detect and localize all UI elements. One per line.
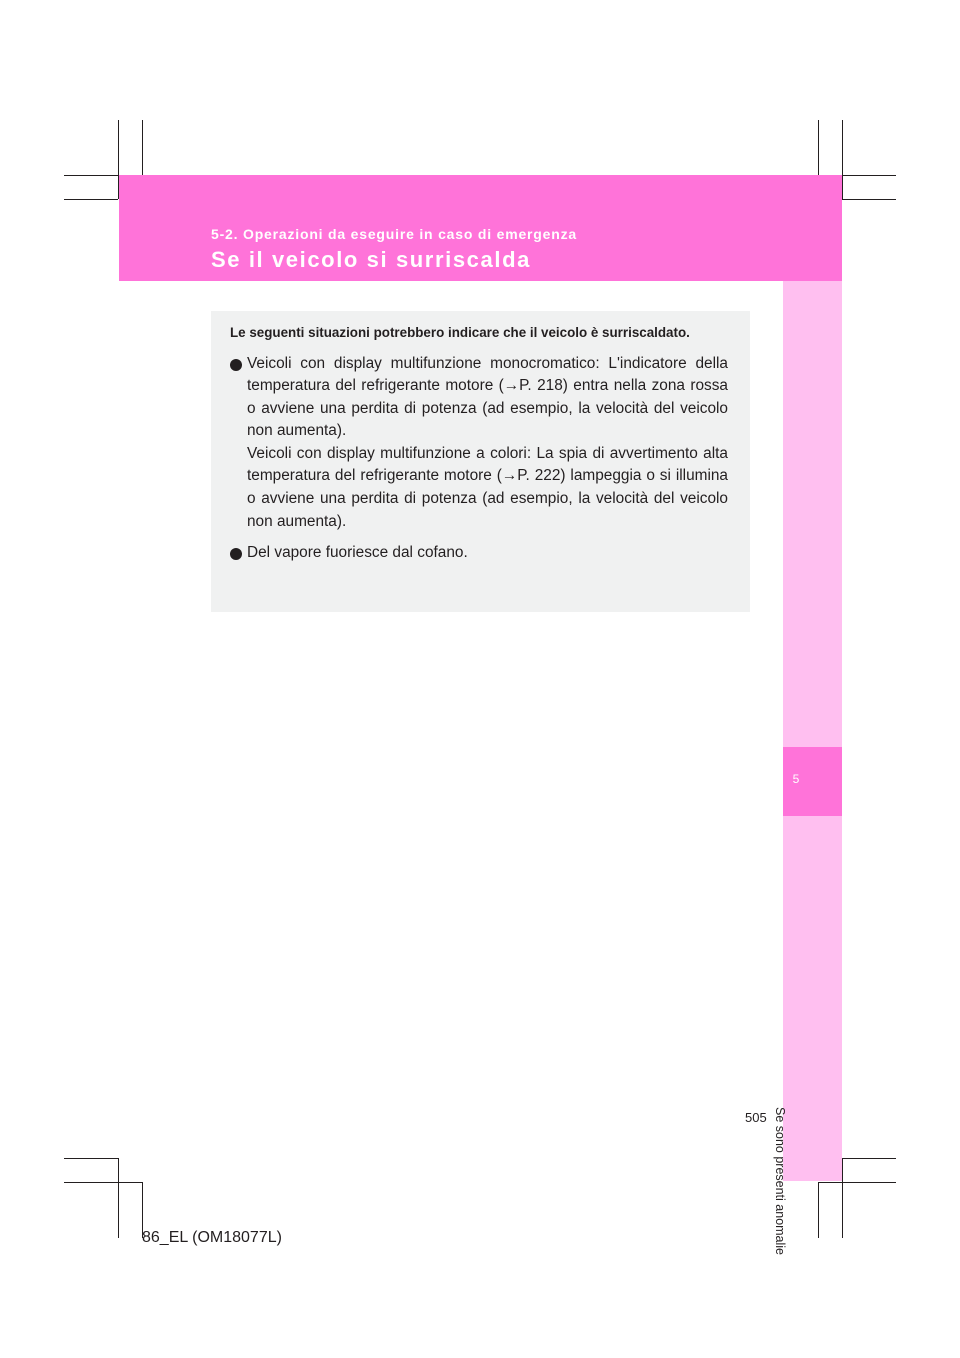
list-item [230, 542, 728, 565]
crop-mark [818, 1182, 819, 1238]
crop-mark [142, 120, 143, 175]
page-title: Se il veicolo si surriscalda [211, 247, 531, 272]
crop-mark [842, 120, 843, 199]
chapter-side-tab [773, 281, 842, 1256]
intro-text: Le seguenti situazioni potrebbero indicare che il veicolo è surriscaldato. [230, 325, 690, 340]
chapter-title: Se sono presenti anomalie [773, 1107, 787, 1256]
crop-mark [842, 1158, 896, 1159]
chapter-number: 5 [792, 772, 800, 786]
list-item-text: Veicoli con display multifunzione monocromatico: L'indicatore della temperatura del refrigerante motore (→P. 218) entra nella zona rossa o avviene una perdita di potenza (ad esempio, la velocità del veicolo non aumenta). [247, 354, 728, 440]
section-title: 5-2. Operazioni da eseguire in caso di emergenza [211, 226, 577, 242]
crop-mark [818, 1182, 896, 1183]
list-item [230, 353, 728, 534]
crop-mark [842, 1158, 843, 1238]
crop-mark [118, 1158, 119, 1238]
crop-mark [64, 1158, 118, 1159]
crop-mark [64, 199, 118, 200]
info-box [211, 311, 750, 612]
list-item-text: Veicoli con display multifunzione a colori: La spia di avvertimento alta temperatura del refrigerante motore (→P. 222) lampeggia o si illumina o avviene una perdita di potenza (ad esempio, la velocità del veicolo non aumenta). [247, 444, 728, 530]
bullet-icon [230, 548, 242, 560]
document-code: 86_EL (OM18077L) [142, 1229, 282, 1246]
crop-mark [842, 199, 896, 200]
page-header [119, 175, 842, 281]
bullet-icon [230, 359, 242, 371]
list-item-text: Del vapore fuoriesce dal cofano. [247, 544, 468, 562]
page-number: 505 [745, 1110, 767, 1125]
crop-mark [64, 1182, 142, 1183]
crop-mark [818, 120, 819, 175]
